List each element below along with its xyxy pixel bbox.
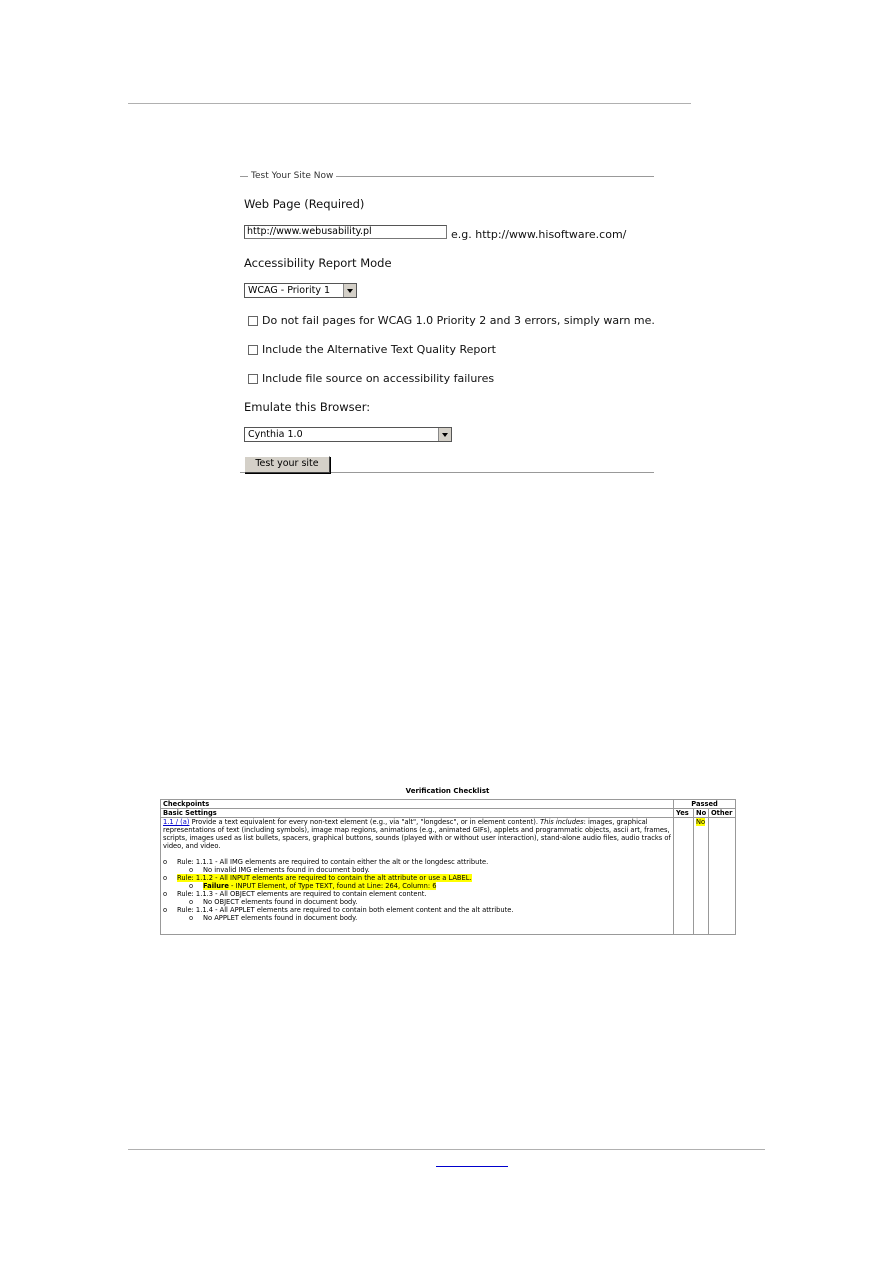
rule-detail: No OBJECT elements found in document body. [203, 898, 358, 906]
table-row [161, 818, 736, 935]
form-legend: Test Your Site Now [251, 171, 334, 181]
browser-select[interactable] [244, 427, 452, 442]
warn-checkbox-label: Do not fail pages for WCAG 1.0 Priority 2 and 3 errors, simply warn me. [262, 314, 655, 327]
footer-rule [128, 1149, 765, 1150]
table-header-row [161, 800, 736, 809]
yes-cell [674, 818, 694, 935]
list-item-failed [177, 874, 671, 890]
rule-detail: No invalid IMG elements found in document body. [203, 866, 370, 874]
rule-text: Rule: 1.1.1 - All IMG elements are required to contain either the alt or the longdesc attribute. [177, 858, 489, 866]
footer-link-underline[interactable] [436, 1166, 508, 1167]
mode-select-value: WCAG - Priority 1 [248, 285, 331, 296]
browser-label: Emulate this Browser: [244, 400, 371, 414]
rule-text: Rule: 1.1.3 - All OBJECT elements are required to contain element content. [177, 890, 427, 898]
checkpoint-link[interactable]: 1.1 / (a) [163, 818, 190, 826]
list-item [203, 898, 671, 906]
test-site-button[interactable]: Test your site [244, 456, 330, 473]
table-subheader-row [161, 809, 736, 818]
list-item [177, 906, 671, 922]
browser-select-value: Cynthia 1.0 [248, 429, 303, 440]
chevron-down-icon[interactable] [438, 428, 451, 441]
warn-checkbox[interactable] [248, 316, 258, 326]
checklist-title: Verification Checklist [405, 787, 490, 795]
file-source-checkbox[interactable] [248, 374, 258, 384]
no-header: No [694, 809, 709, 818]
list-item [203, 882, 671, 890]
rule-detail: - INPUT Element, of Type TEXT, found at Line: 264, Column: 6 [228, 882, 437, 890]
failure-label: Failure [203, 882, 229, 890]
other-header: Other [709, 809, 736, 818]
checkpoints-header: Checkpoints [161, 800, 674, 809]
checkpoint-cell [161, 818, 674, 935]
other-cell [709, 818, 736, 935]
list-item [203, 866, 671, 874]
list-item [177, 890, 671, 906]
rule-text: Rule: 1.1.4 - All APPLET elements are required to contain both element content and the alt attribute. [177, 906, 514, 914]
rules-list [163, 858, 671, 922]
url-example: e.g. http://www.hisoftware.com/ [451, 228, 627, 241]
checklist-table [160, 799, 736, 935]
passed-header: Passed [674, 800, 736, 809]
checkpoint-text: Provide a text equivalent for every non-text element (e.g., via "alt", "longdesc", or in element content). [189, 818, 541, 826]
mode-select[interactable] [244, 283, 357, 298]
list-item [177, 858, 671, 874]
checkpoint-italic: This includes [540, 818, 584, 826]
top-rule [128, 103, 691, 104]
alt-report-checkbox[interactable] [248, 345, 258, 355]
rule-text: Rule: 1.1.2 - All INPUT elements are required to contain the alt attribute or use a LABEL. [177, 874, 472, 882]
chevron-down-icon[interactable] [343, 284, 356, 297]
yes-header: Yes [674, 809, 694, 818]
no-cell [694, 818, 709, 935]
section-header: Basic Settings [161, 809, 674, 818]
rule-detail: No APPLET elements found in document body. [203, 914, 358, 922]
list-item [203, 914, 671, 922]
alt-report-checkbox-label: Include the Alternative Text Quality Report [262, 343, 496, 356]
web-page-label: Web Page (Required) [244, 197, 365, 211]
mode-label: Accessibility Report Mode [244, 256, 392, 270]
file-source-checkbox-label: Include file source on accessibility failures [262, 372, 495, 385]
checkpoint-rest: : images, graphical representations of text (including symbols), image map regions, animations (e.g., animated GIFs), applets and programmatic objects, ascii art, frames, scripts, images used as list bullets, spacers, graphical buttons, sounds (played with or without user interaction), stand-alone audio files, audio tracks of video, and video. [163, 818, 671, 850]
result-no-badge: No [696, 818, 706, 826]
url-input[interactable]: http://www.webusability.pl [244, 225, 447, 239]
